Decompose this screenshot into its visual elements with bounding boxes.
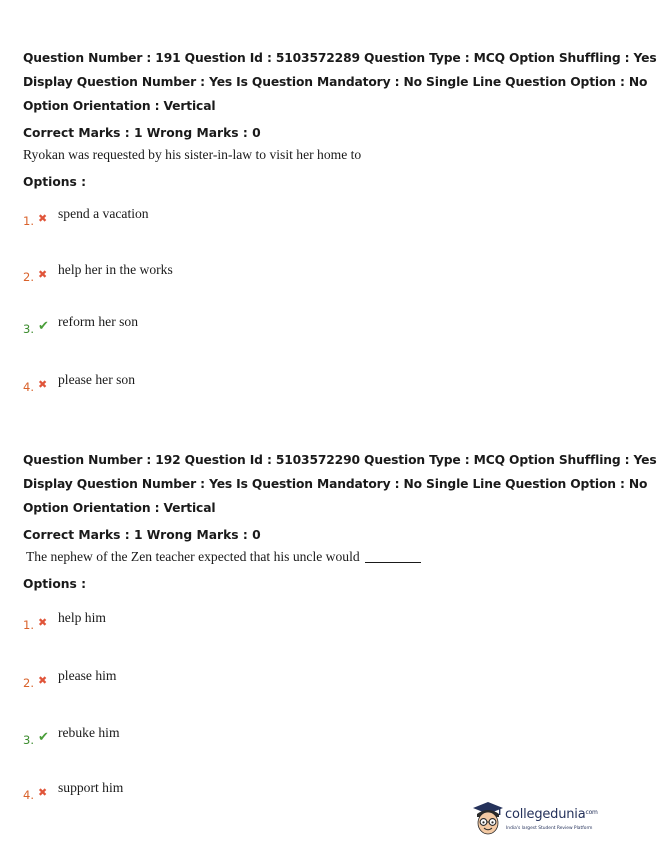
option-number: 1.: [23, 618, 34, 632]
question-marks: Correct Marks : 1 Wrong Marks : 0: [23, 528, 261, 542]
option-text: spend a vacation: [58, 206, 149, 221]
option-number: 2.: [23, 676, 34, 690]
check-icon: ✔: [38, 319, 49, 334]
question-meta-line: Display Question Number : Yes Is Question Mandatory : No Single Line Question Option : No: [23, 75, 648, 89]
logo-name: collegedunia: [505, 807, 586, 822]
question-text: Ryokan was requested by his sister-in-law to visit her home to: [23, 147, 362, 162]
option-number: 4.: [23, 788, 34, 802]
option-text: reform her son: [58, 314, 139, 329]
cross-icon: ✖: [38, 786, 48, 799]
question-block-192: [23, 448, 657, 802]
question-meta-line: Option Orientation : Vertical: [23, 99, 216, 113]
option-number: 3.: [23, 733, 34, 747]
cross-icon: ✖: [38, 212, 48, 225]
cross-icon: ✖: [38, 674, 48, 687]
question-meta-line: Option Orientation : Vertical: [23, 501, 216, 515]
check-icon: ✔: [38, 730, 49, 745]
logo-suffix: com: [585, 809, 598, 816]
option-number: 1.: [23, 214, 34, 228]
question-text: [23, 548, 583, 566]
option-text: rebuke him: [58, 725, 120, 740]
logo-tagline: India's largest Student Review Platform: [506, 826, 593, 831]
option-text: please her son: [58, 372, 136, 387]
option-text: please him: [58, 668, 117, 683]
option-number: 4.: [23, 380, 34, 394]
question-meta-line: Display Question Number : Yes Is Question Mandatory : No Single Line Question Option : No: [23, 477, 648, 491]
collegedunia-logo: [472, 800, 598, 840]
option-number: 3.: [23, 322, 34, 336]
option-text: support him: [58, 780, 124, 795]
options-label: Options :: [23, 175, 87, 189]
option-number: 2.: [23, 270, 34, 284]
question-text-content: The nephew of the Zen teacher expected that his uncle would: [26, 549, 360, 564]
question-meta-line: Question Number : 192 Question Id : 5103572290 Question Type : MCQ Option Shuffling : Yes: [23, 453, 657, 467]
mascot-face-icon: [472, 800, 504, 838]
option-text: help him: [58, 610, 106, 625]
question-block-191: [23, 46, 657, 394]
logo-wordmark: [505, 807, 598, 822]
cross-icon: ✖: [38, 378, 48, 391]
cross-icon: ✖: [38, 616, 48, 629]
cross-icon: ✖: [38, 268, 48, 281]
answer-blank: [365, 562, 421, 563]
question-meta-line: Question Number : 191 Question Id : 5103572289 Question Type : MCQ Option Shuffling : Yes: [23, 51, 657, 65]
question-marks: Correct Marks : 1 Wrong Marks : 0: [23, 126, 261, 140]
options-label: Options :: [23, 577, 87, 591]
option-text: help her in the works: [58, 262, 173, 277]
